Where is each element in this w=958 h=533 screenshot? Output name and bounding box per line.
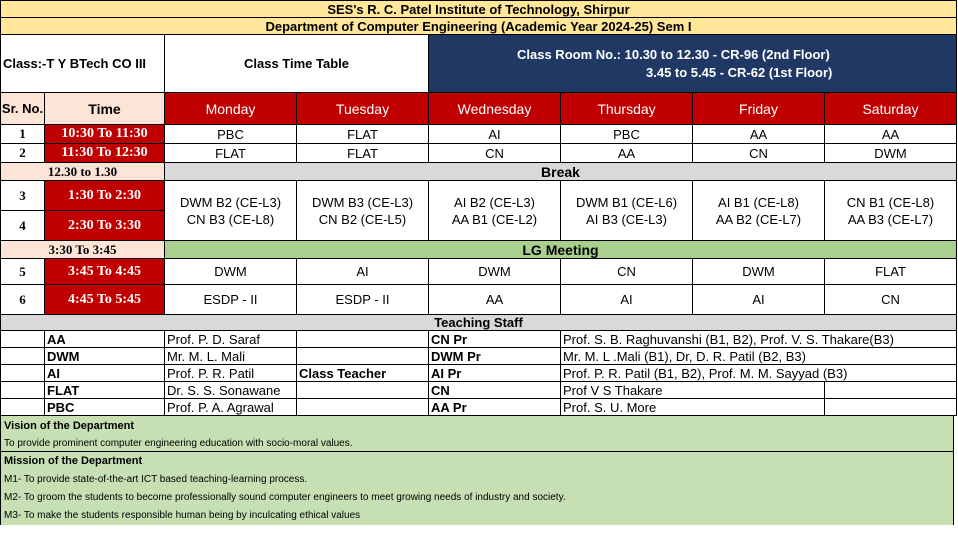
sr-no: 6	[1, 285, 45, 315]
sr-no: 5	[1, 259, 45, 285]
lecture-cell: AA	[561, 144, 693, 163]
vision-title: Vision of the Department	[0, 416, 954, 434]
time-slot: 1:30 To 2:30	[45, 181, 165, 211]
time-slot: 3:45 To 4:45	[45, 259, 165, 285]
subject-code: AI	[45, 365, 165, 382]
day-header-tuesday: Tuesday	[297, 93, 429, 125]
faculty-name: Mr. M. L. Mali	[165, 348, 297, 365]
practical-faculty: Prof. S. B. Raghuvanshi (B1, B2), Prof. V. S. Thakare(B3)	[561, 331, 957, 348]
lecture-cell: DWM	[165, 259, 297, 285]
subject-code: PBC	[45, 399, 165, 416]
sr-no: 1	[1, 125, 45, 144]
practical-faculty: Prof V S Thakare	[561, 382, 825, 399]
lecture-cell: AA	[825, 125, 957, 144]
table-row	[1, 181, 957, 211]
lecture-cell: AI	[429, 125, 561, 144]
mission-item-3: M3- To make the students responsible human being by inculcating ethical values	[0, 507, 954, 525]
mission-section	[0, 452, 954, 525]
practical-code: AA Pr	[429, 399, 561, 416]
faculty-name: Prof. P. D. Saraf	[165, 331, 297, 348]
mission-item-2: M2- To groom the students to become professionally sound computer engineers to meet growing needs of industry and society.	[0, 489, 954, 507]
staff-row	[1, 382, 957, 399]
table-row	[1, 259, 957, 285]
time-slot: 4:45 To 5:45	[45, 285, 165, 315]
lecture-cell: AA	[429, 285, 561, 315]
practical-faculty: Mr. M. L .Mali (B1), Dr, D. R. Patil (B2, B3)	[561, 348, 957, 365]
timetable-title: Class Time Table	[165, 35, 429, 93]
lecture-cell: CN	[561, 259, 693, 285]
sr-no: 2	[1, 144, 45, 163]
practical-code: CN Pr	[429, 331, 561, 348]
practical-code: AI Pr	[429, 365, 561, 382]
practical-code: CN	[429, 382, 561, 399]
lecture-cell: ESDP - II	[297, 285, 429, 315]
class-teacher-label: Class Teacher	[297, 365, 429, 382]
break-label: Break	[165, 163, 957, 181]
subject-code: AA	[45, 331, 165, 348]
time-slot: 2:30 To 3:30	[45, 211, 165, 241]
class-label: Class:-T Y BTech CO III	[1, 35, 165, 93]
lecture-cell: PBC	[561, 125, 693, 144]
lab-cell: AI B2 (CE-L3) AA B1 (CE-L2)	[429, 181, 561, 241]
time-slot: 10:30 To 11:30	[45, 125, 165, 144]
lab-cell: AI B1 (CE-L8) AA B2 (CE-L7)	[693, 181, 825, 241]
mission-item-1: M1- To provide state-of-the-art ICT based teaching-learning process.	[0, 471, 954, 489]
lecture-cell: CN	[825, 285, 957, 315]
sr-no-header: Sr. No.	[1, 93, 45, 125]
day-header-friday: Friday	[693, 93, 825, 125]
day-header-wednesday: Wednesday	[429, 93, 561, 125]
vision-text: To provide prominent computer engineering education with socio-moral values.	[0, 434, 954, 451]
sr-no: 3	[1, 181, 45, 211]
lecture-cell: CN	[693, 144, 825, 163]
practical-faculty: Prof. P. R. Patil (B1, B2), Prof. M. M. Sayyad (B3)	[561, 365, 957, 382]
lg-label: LG Meeting	[165, 241, 957, 259]
lecture-cell: AA	[693, 125, 825, 144]
class-teacher-label	[297, 331, 429, 348]
lg-time: 3:30 To 3:45	[1, 241, 165, 259]
time-header: Time	[45, 93, 165, 125]
class-teacher-label	[297, 399, 429, 416]
department-title: Department of Computer Engineering (Academic Year 2024-25) Sem I	[1, 18, 957, 35]
break-time: 12.30 to 1.30	[1, 163, 165, 181]
day-header-monday: Monday	[165, 93, 297, 125]
class-teacher-label	[297, 348, 429, 365]
lecture-cell: FLAT	[825, 259, 957, 285]
lecture-cell: AI	[693, 285, 825, 315]
staff-row	[1, 399, 957, 416]
lab-cell: DWM B3 (CE-L3) CN B2 (CE-L5)	[297, 181, 429, 241]
faculty-name: Prof. P. A. Agrawal	[165, 399, 297, 416]
table-row	[1, 285, 957, 315]
subject-code: FLAT	[45, 382, 165, 399]
classroom-line-1: Class Room No.: 10.30 to 12.30 - CR-96 (2nd Floor)	[517, 46, 830, 62]
faculty-name: Prof. P. R. Patil	[165, 365, 297, 382]
lecture-cell: FLAT	[297, 125, 429, 144]
faculty-name: Dr. S. S. Sonawane	[165, 382, 297, 399]
staff-table	[0, 314, 957, 416]
classroom-line-2: 3.45 to 5.45 - CR-62 (1st Floor)	[646, 64, 833, 80]
class-teacher-label	[297, 382, 429, 399]
break-row	[1, 163, 957, 181]
staff-row	[1, 331, 957, 348]
day-header-thursday: Thursday	[561, 93, 693, 125]
institute-title: SES's R. C. Patel Institute of Technology, Shirpur	[1, 1, 957, 18]
time-slot: 11:30 To 12:30	[45, 144, 165, 163]
lecture-cell: FLAT	[165, 144, 297, 163]
lecture-cell: CN	[429, 144, 561, 163]
lecture-cell: FLAT	[297, 144, 429, 163]
mission-title: Mission of the Department	[0, 452, 954, 471]
lecture-cell: AI	[297, 259, 429, 285]
staff-row	[1, 365, 957, 382]
vision-section	[0, 416, 954, 452]
table-row	[1, 144, 957, 163]
lab-cell: DWM B2 (CE-L3) CN B3 (CE-L8)	[165, 181, 297, 241]
practical-faculty: Prof. S. U. More	[561, 399, 825, 416]
lecture-cell: DWM	[693, 259, 825, 285]
lecture-cell: DWM	[429, 259, 561, 285]
lecture-cell: DWM	[825, 144, 957, 163]
day-header-saturday: Saturday	[825, 93, 957, 125]
practical-code: DWM Pr	[429, 348, 561, 365]
lecture-cell: AI	[561, 285, 693, 315]
teaching-staff-title: Teaching Staff	[1, 315, 957, 331]
lab-cell: DWM B1 (CE-L6) AI B3 (CE-L3)	[561, 181, 693, 241]
lecture-cell: PBC	[165, 125, 297, 144]
lecture-cell: ESDP - II	[165, 285, 297, 315]
table-row	[1, 125, 957, 144]
lab-cell: CN B1 (CE-L8) AA B3 (CE-L7)	[825, 181, 957, 241]
sr-no: 4	[1, 211, 45, 241]
classroom-info	[429, 35, 957, 93]
lg-row	[1, 241, 957, 259]
staff-row	[1, 348, 957, 365]
subject-code: DWM	[45, 348, 165, 365]
